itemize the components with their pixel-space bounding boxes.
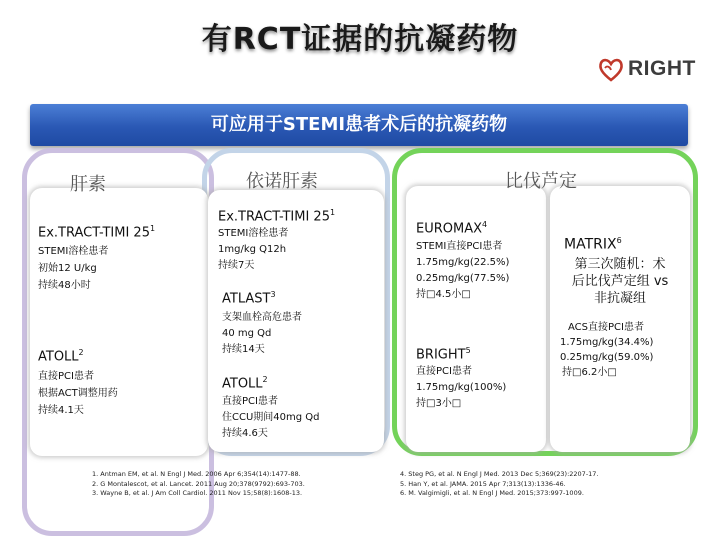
trial-detail: 持□3小□ — [416, 398, 462, 409]
trial-detail: 40 mg Qd — [222, 328, 272, 339]
bivalirudin-header: 比伐芦定 — [505, 171, 577, 192]
heart-logo-icon — [596, 54, 626, 84]
right-logo — [596, 54, 706, 84]
trial-detail: 持续4.1天 — [38, 405, 84, 416]
trial-name: Ex.TRACT-TIMI $25^1$ — [218, 208, 336, 225]
trial-detail: 直接PCI患者 — [38, 371, 94, 382]
trial-detail: 第三次随机：术 — [574, 257, 666, 272]
trial-detail: 持续48小时 — [38, 280, 91, 291]
reference-item: 4. Steg PG, et al. N Engl J Med. 2013 Dec 5;369(23):2207-17. — [400, 470, 599, 478]
trial-detail: 住CCU期间40mg Qd — [222, 412, 320, 423]
trial-detail: 0.25mg/kg(59.0%) — [560, 352, 654, 363]
trial-detail: STEMI溶栓患者 — [38, 246, 109, 257]
bivalirudin-card-right — [550, 186, 690, 452]
heparin-header: 肝素 — [70, 174, 106, 195]
trial-detail: 持续7天 — [218, 260, 255, 271]
reference-item: 1. Antman EM, et al. N Engl J Med. 2006 Apr 6;354(14):1477-88. — [92, 470, 301, 478]
reference-item: 6. M. Valgimigli, et al. N Engl J Med. 2015;373:997-1009. — [400, 489, 584, 497]
references-left — [92, 470, 305, 499]
reference-item: 5. Han Y, et al. JAMA. 2015 Apr 7;313(13):1336-46. — [400, 479, 566, 488]
trial-name: BRIGHT$^5$ — [416, 346, 471, 363]
trial-detail: 直接PCI患者 — [416, 366, 472, 377]
trial-detail: 支架血栓高危患者 — [222, 312, 302, 323]
enoxaparin-header: 依诺肝素 — [246, 171, 318, 192]
trial-detail: 初始12 U/kg — [38, 263, 97, 274]
trial-detail: 后比伐芦定组 vs — [571, 274, 669, 289]
trial-name: ATOLL$^2$ — [38, 348, 84, 365]
trial-detail: 1.75mg/kg(22.5%) — [416, 257, 510, 268]
trial-detail: 1mg/kg Q12h — [218, 244, 287, 255]
trial-detail: 持□6.2小□ — [562, 367, 617, 378]
trial-detail: 持续4.6天 — [222, 428, 268, 439]
section-banner: 可应用于STEMI患者术后的抗凝药物 — [30, 104, 688, 146]
trial-detail: 0.25mg/kg(77.5%) — [416, 273, 510, 284]
reference-item: 2. G Montalescot, et al. Lancet. 2011 Aug 20;378(9792):693-703. — [92, 479, 305, 488]
trial-detail: 非抗凝组 — [593, 291, 646, 306]
trial-detail: 1.75mg/kg(100%) — [416, 382, 507, 393]
references-right — [400, 470, 599, 499]
reference-item: 3. Wayne B, et al. J Am Coll Cardiol. 2011 Nov 15;58(8):1608-13. — [92, 489, 303, 497]
trial-detail: 持续14天 — [222, 344, 265, 355]
trial-name: Ex.TRACT-TIMI $25^1$ — [38, 224, 156, 241]
trial-name: MATRIX$^6$ — [564, 236, 622, 253]
trial-name: ATLAST$^3$ — [222, 290, 276, 307]
trial-detail: STEMI直接PCI患者 — [416, 241, 503, 252]
page-title: 有RCT证据的抗凝药物 — [201, 22, 519, 57]
trial-name: EUROMAX$^4$ — [416, 220, 488, 237]
trial-detail: 根据ACT调整用药 — [38, 388, 118, 399]
trial-detail: STEMI溶栓患者 — [218, 228, 289, 239]
trial-detail: 持□4.5小□ — [416, 289, 471, 300]
trial-detail: 直接PCI患者 — [222, 396, 278, 407]
logo-wordmark: RIGHT — [628, 57, 696, 80]
trial-name: ATOLL$^2$ — [222, 375, 268, 392]
trial-detail: 1.75mg/kg(34.4%) — [560, 337, 654, 348]
trial-detail: ACS直接PCI患者 — [568, 322, 644, 333]
